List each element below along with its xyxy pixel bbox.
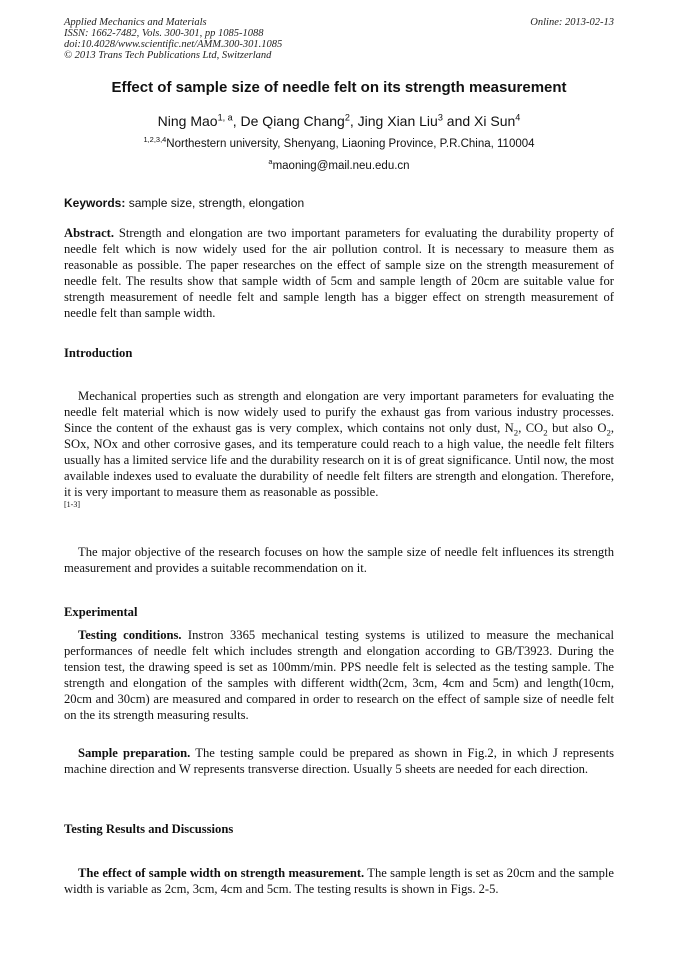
sub-o2: 2 (606, 427, 611, 438)
intro-p1-c: but also O (547, 421, 607, 435)
author-1: Ning Mao (157, 113, 218, 129)
intro-p1-d: , SOx, NOx and other corrosive gases, and its temperature could reach to a high value, the needle felt filters usually has a limited service life and the durability research on it is of great significance. Until now, the most available indexes used to evaluate the durability of needle felt filters are strength and elongation. Therefore, it is very important to measure them as reasonable as possible. (64, 421, 614, 499)
affiliation-sup: 1,2,3,4 (143, 135, 167, 145)
issn-line: ISSN: 1662-7482, Vols. 300-301, pp 1085-1088 (64, 28, 264, 39)
sample-preparation-paragraph (64, 745, 614, 777)
email (0, 157, 678, 172)
keywords (64, 196, 304, 210)
author-3-sup: 3 (437, 112, 443, 123)
citation-ref: [1-3] (64, 500, 80, 509)
sub-co2: 2 (543, 427, 548, 438)
email-sup: a (268, 157, 273, 167)
sample-width-text: The sample length is set as 20cm and the sample width is variable as 2cm, 3cm, 4cm and 5cm. The testing results is shown in Figs. 2-5. (64, 866, 614, 896)
doi-line: doi:10.4028/www.scientific.net/AMM.300-301.1085 (64, 39, 283, 50)
author-4-sup: 4 (515, 112, 521, 123)
intro-heading: Introduction (64, 346, 133, 360)
experimental-heading: Experimental (64, 605, 138, 619)
affiliation (0, 135, 678, 150)
abstract-label: Abstract. (64, 226, 115, 240)
testing-conditions-text: Instron 3365 mechanical testing systems is utilized to measure the mechanical performances of needle felt which includes strength and elongation according to GB/T3923. During the tension test, the drawing speed is set as 100mm/min. PPS needle felt is selected as the testing sample. The strength and elongation of the samples with different width(2cm, 3cm, 4cm and 5cm) and length(10cm, 20cm and 30cm) are measured and compared in order to research on the effect of sample size of needle felt on the its strength measuring results. (64, 628, 614, 722)
online-date: Online: 2013-02-13 (530, 17, 614, 28)
sample-width-label: The effect of sample width on strength measurement. (78, 866, 365, 880)
copyright-line: © 2013 Trans Tech Publications Ltd, Switzerland (64, 50, 272, 61)
author-list (0, 113, 678, 129)
intro-p1-a: Mechanical properties such as strength and elongation are very important parameters for evaluating the needle felt material which is now widely used to purify the exhaust gas from various industry processes. Since the content of the exhaust gas is very complex, which contains not only dust, N (64, 389, 614, 435)
sample-preparation-text: The testing sample could be prepared as shown in Fig.2, in which J represents machine direction and W represents transverse direction. Usually 5 sheets are needed for each direction. (64, 746, 614, 776)
author-4: and Xi Sun (442, 113, 516, 129)
intro-paragraph-1 (64, 388, 614, 500)
sample-width-paragraph (64, 865, 614, 897)
sub-n2: 2 (513, 427, 519, 438)
sample-preparation-label: Sample preparation. (78, 746, 191, 760)
affiliation-text: Northestern university, Shenyang, Liaoning Province, P.R.China, 110004 (166, 138, 535, 150)
author-3: , Jing Xian Liu (349, 113, 438, 129)
abstract-text: Strength and elongation are two important parameters for evaluating the durability property of needle felt which is now widely used for the air pollution control. It is necessary to measure them as reasonable as possible. The paper researches on the effect of sample size on the strength measurement of needle felt. The results show that sample width of 5cm and sample length of 20cm are suitable value for strength measurement of needle felt and sample length has a bigger effect on strength measurement of needle felt than sample width. (64, 226, 614, 320)
keywords-text: sample size, strength, elongation (125, 196, 305, 210)
intro-paragraph-2: The major objective of the research focuses on how the sample size of needle felt influences its strength measurement and provides a suitable recommendation on it. (64, 545, 614, 575)
email-address[interactable]: maoning@mail.neu.edu.cn (272, 160, 410, 172)
intro-p1-b: , CO (518, 421, 544, 435)
author-2: , De Qiang Chang (232, 113, 345, 129)
author-1-sup: 1, a (217, 112, 233, 123)
author-2-sup: 2 (344, 112, 350, 123)
testing-conditions-label: Testing conditions. (78, 628, 182, 642)
results-heading: Testing Results and Discussions (64, 822, 234, 836)
paper-title: Effect of sample size of needle felt on its strength measurement (111, 79, 567, 96)
abstract (64, 225, 614, 321)
keywords-label: Keywords: (64, 196, 126, 210)
journal-name: Applied Mechanics and Materials (64, 17, 207, 28)
testing-conditions-paragraph (64, 627, 614, 723)
